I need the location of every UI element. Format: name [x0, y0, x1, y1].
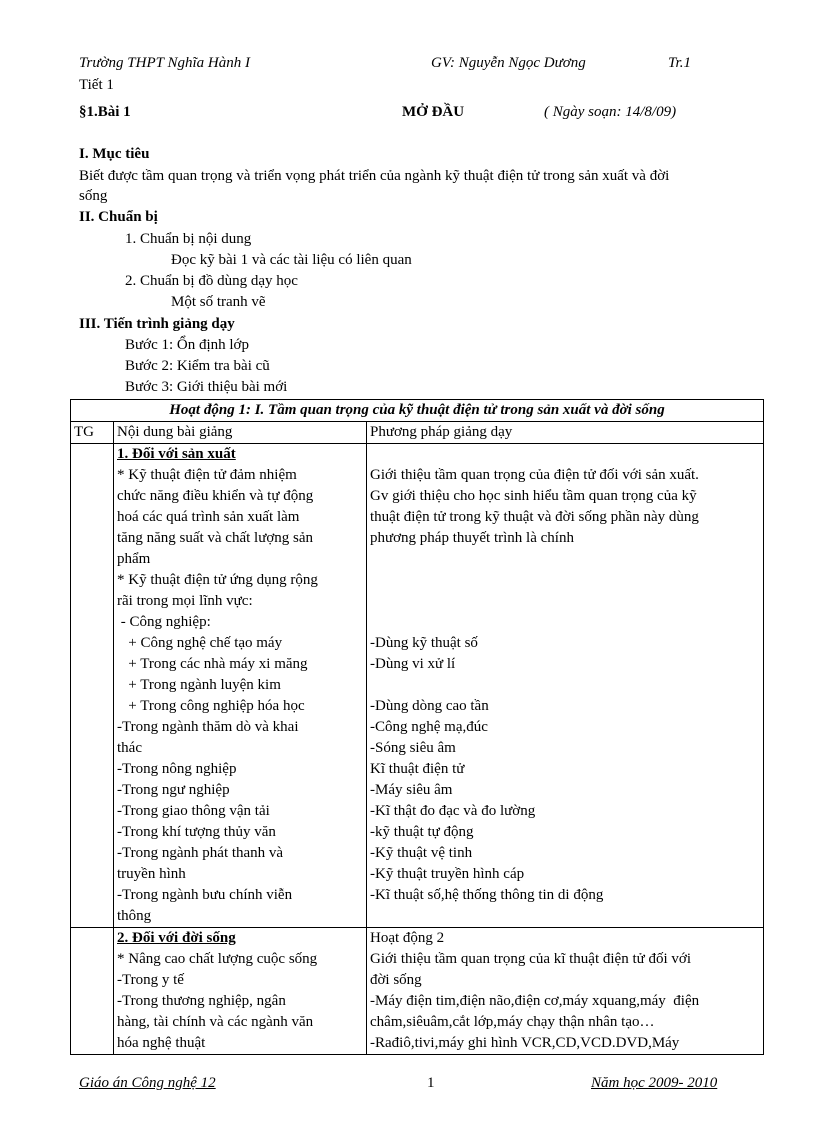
- activity-title-cell: [71, 400, 764, 422]
- method-line: -Dùng dòng cao tần: [370, 698, 489, 714]
- content-line: + Trong các nhà máy xi măng: [117, 656, 308, 672]
- table-row: [71, 928, 764, 1055]
- method-line: -Kỹ thuật vệ tinh: [370, 845, 473, 861]
- procedure-step-1: Bước 1: Ổn định lớp: [125, 337, 249, 353]
- method-line: -Máy siêu âm: [370, 782, 453, 798]
- preparation-item-1-detail: Đọc kỹ bài 1 và các tài liệu có liên quan: [171, 252, 412, 268]
- method-cell: [367, 444, 764, 928]
- content-line: tăng năng suất và chất lượng sản: [117, 530, 314, 546]
- method-line: [370, 675, 760, 696]
- lesson-number: §1.Bài 1: [79, 104, 131, 120]
- method-line: [370, 612, 760, 633]
- content-line: * Nâng cao chất lượng cuộc sống: [117, 951, 318, 967]
- page-ref: Tr.1: [668, 55, 691, 71]
- prep-date: ( Ngày soạn: 14/8/09): [544, 104, 677, 120]
- content-line: -Trong y tế: [117, 972, 184, 988]
- method-line: [370, 444, 760, 465]
- school-name: Trường THPT Nghĩa Hành I: [79, 55, 250, 71]
- content-cell: [114, 928, 367, 1055]
- preparation-heading: II. Chuẩn bị: [79, 209, 158, 225]
- footer-school-year: Năm học 2009- 2010: [591, 1075, 718, 1091]
- section-heading-life: 2. Đối với đời sống: [117, 930, 236, 946]
- period: Tiết 1: [79, 77, 114, 93]
- content-line: -Trong ngành thăm dò và khai: [117, 719, 299, 735]
- lesson-title: MỞ ĐẦU: [402, 104, 465, 120]
- method-line: -Dùng vi xử lí: [370, 656, 456, 672]
- objectives-heading: I. Mục tiêu: [79, 146, 150, 162]
- method-line: đời sống: [370, 972, 422, 988]
- method-line: [370, 570, 760, 591]
- content-line: -Trong khí tượng thủy văn: [117, 824, 276, 840]
- method-line: Giới thiệu tầm quan trọng của kĩ thuật điện tử đối với: [370, 951, 692, 967]
- method-line: Hoạt động 2: [370, 930, 445, 946]
- method-line: thuật điện tử trong kỹ thuật và đời sống phần này dùng: [370, 509, 699, 525]
- content-line: hàng, tài chính và các ngành văn: [117, 1014, 314, 1030]
- content-cell: [114, 444, 367, 928]
- content-line: -Trong thương nghiệp, ngân: [117, 993, 286, 1009]
- table-row: [71, 444, 764, 928]
- method-line: -Dùng kỹ thuật số: [370, 635, 478, 651]
- teacher-name: GV: Nguyễn Ngọc Dương: [431, 55, 586, 71]
- content-line: -Trong ngành phát thanh và: [117, 845, 284, 861]
- method-line: -Sóng siêu âm: [370, 740, 456, 756]
- method-line: [370, 906, 760, 927]
- objectives-text-line2: sống: [79, 188, 108, 204]
- method-line: -Công nghệ mạ,đúc: [370, 719, 488, 735]
- content-line: hóa nghệ thuật: [117, 1035, 206, 1051]
- content-line: * Kỹ thuật điện tử đảm nhiệm: [117, 467, 297, 483]
- content-line: hoá các quá trình sản xuất làm: [117, 509, 300, 525]
- method-line: Giới thiệu tầm quan trọng của điện tử đối với sản xuất.: [370, 467, 699, 483]
- col-content-header: Nội dung bài giảng: [117, 424, 233, 440]
- content-line: truyền hình: [117, 866, 186, 882]
- content-line: thác: [117, 740, 142, 756]
- content-line: + Trong công nghiệp hóa học: [117, 698, 305, 714]
- method-line: -Kỹ thuật truyền hình cáp: [370, 866, 525, 882]
- tg-cell: [71, 928, 114, 1055]
- preparation-item-1: 1. Chuẩn bị nội dung: [125, 231, 252, 247]
- content-line: chức năng điều khiển và tự động: [117, 488, 314, 504]
- content-line: - Công nghiệp:: [117, 614, 211, 630]
- section-heading-production: 1. Đối với sản xuất: [117, 446, 236, 462]
- footer-course: Giáo án Công nghệ 12: [79, 1075, 216, 1091]
- content-line: -Trong ngư nghiệp: [117, 782, 230, 798]
- activity-header-row: [71, 400, 764, 422]
- preparation-item-2-detail: Một số tranh vẽ: [171, 294, 266, 310]
- method-line: phương pháp thuyết trình là chính: [370, 530, 574, 546]
- method-line: -Máy điện tim,điện não,điện cơ,máy xquang,máy điện: [370, 993, 700, 1009]
- method-line: -Rađiô,tivi,máy ghi hình VCR,CD,VCD.DVD,Máy: [370, 1035, 680, 1051]
- lesson-table: [70, 399, 764, 1055]
- objectives-text-line1: Biết được tầm quan trọng và triển vọng phát triển của ngành kỹ thuật điện tử trong sản xuất và đời: [79, 168, 670, 184]
- activity-title: Hoạt động 1: I. Tầm quan trọng của kỹ thuật điện tử trong sản xuất và đời sống: [169, 402, 665, 418]
- content-line: -Trong nông nghiệp: [117, 761, 237, 777]
- col-tg-header: TG: [74, 424, 94, 440]
- procedure-step-3: Bước 3: Giới thiệu bài mới: [125, 379, 288, 395]
- method-line: [370, 549, 760, 570]
- method-line: Gv giới thiệu cho học sinh hiểu tầm quan trọng của kỹ: [370, 488, 697, 504]
- method-cell: [367, 928, 764, 1055]
- method-line: -Kĩ thuật số,hệ thống thông tin di động: [370, 887, 604, 903]
- tg-cell: [71, 444, 114, 928]
- method-line: châm,siêuâm,cắt lớp,máy chạy thận nhân tạo…: [370, 1014, 655, 1030]
- procedure-heading: III. Tiến trình giảng dạy: [79, 316, 235, 332]
- footer-page-number: 1: [427, 1075, 435, 1091]
- content-line: -Trong ngành bưu chính viễn: [117, 887, 293, 903]
- preparation-item-2: 2. Chuẩn bị đồ dùng dạy học: [125, 273, 298, 289]
- content-line: + Công nghệ chế tạo máy: [117, 635, 283, 651]
- col-method-header: Phương pháp giảng dạy: [370, 424, 513, 440]
- method-line: -kỹ thuật tự động: [370, 824, 474, 840]
- content-line: + Trong ngành luyện kim: [117, 677, 281, 693]
- content-line: thông: [117, 908, 152, 924]
- content-line: -Trong giao thông vận tải: [117, 803, 270, 819]
- content-line: * Kỹ thuật điện tử ứng dụng rộng: [117, 572, 318, 588]
- method-line: Kĩ thuật điện tử: [370, 761, 465, 777]
- procedure-step-2: Bước 2: Kiểm tra bài cũ: [125, 358, 270, 374]
- column-header-row: [71, 422, 764, 444]
- content-line: phẩm: [117, 551, 151, 567]
- method-line: [370, 591, 760, 612]
- content-line: rãi trong mọi lĩnh vực:: [117, 593, 253, 609]
- method-line: -Kĩ thật đo đạc và đo lường: [370, 803, 536, 819]
